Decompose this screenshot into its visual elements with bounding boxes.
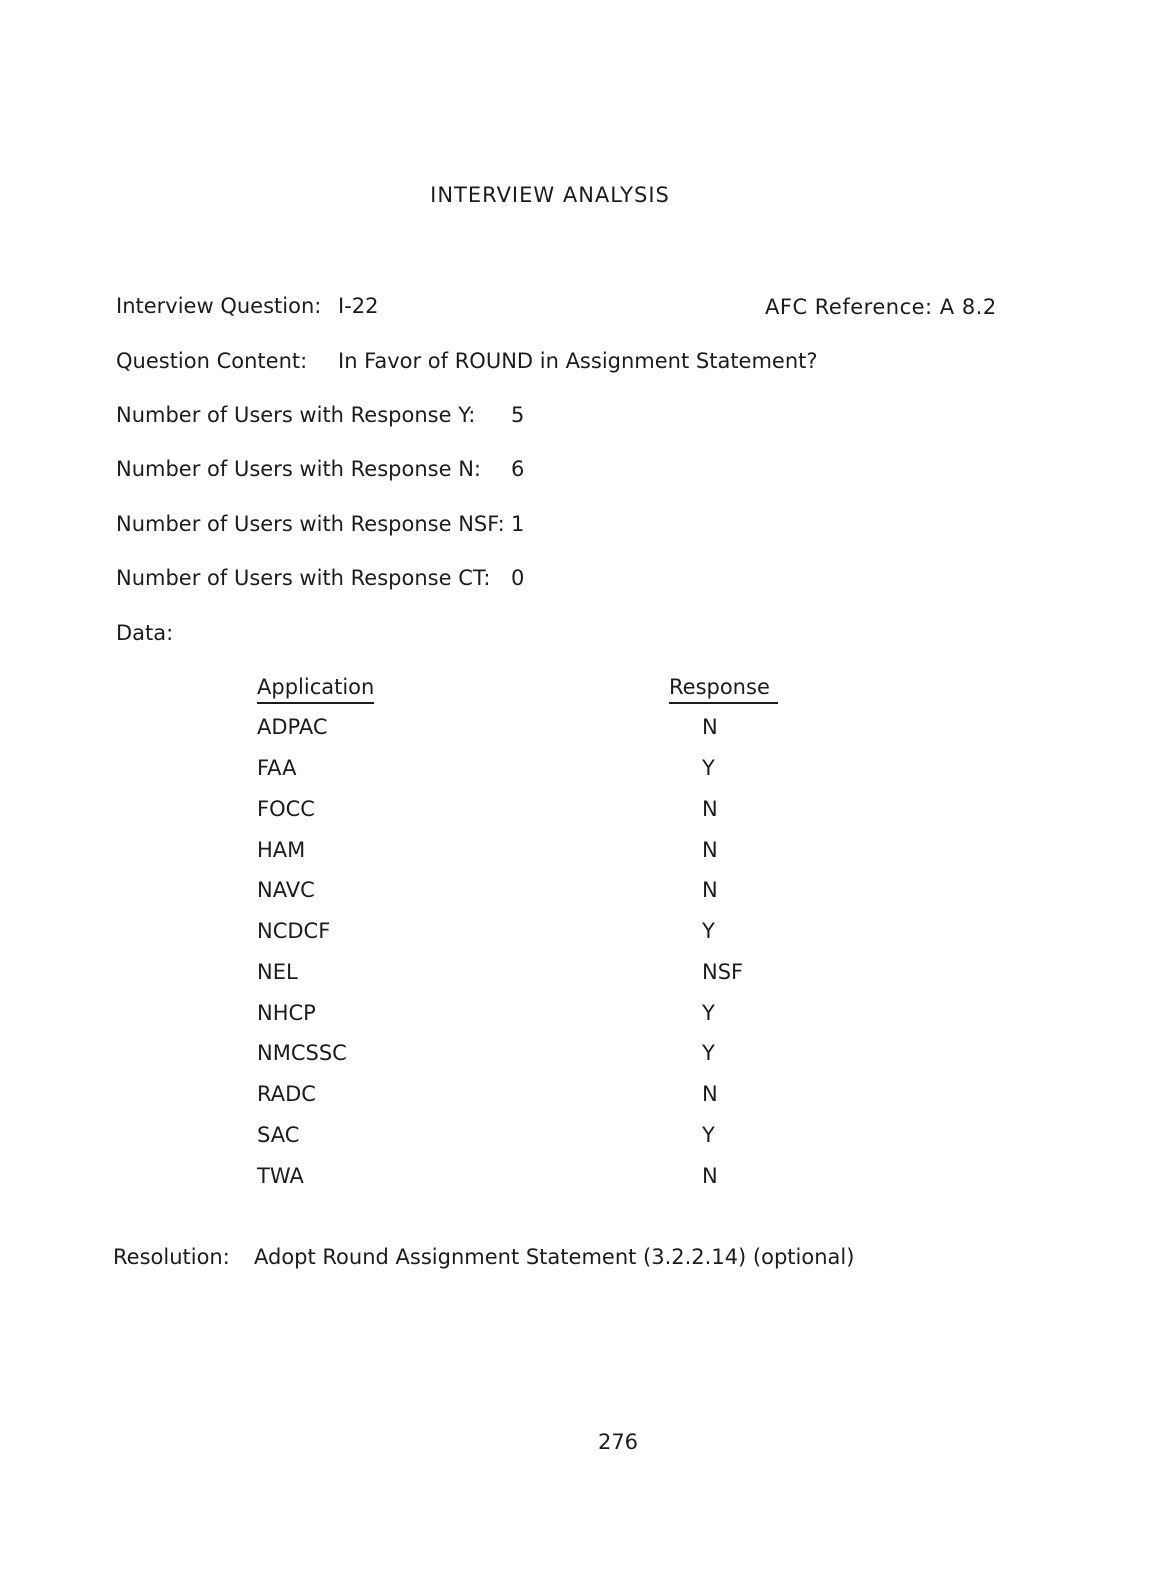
page-title: INTERVIEW ANALYSIS [430,183,670,207]
interview-question-label: Interview Question: [116,294,322,318]
table-row [257,1041,777,1081]
application-cell: FOCC [257,797,315,821]
table-row [257,797,777,837]
count-value: 0 [511,566,525,590]
question-content [116,349,818,373]
resolution [113,1245,855,1269]
table-row [257,960,777,1000]
count-value: 1 [511,512,525,536]
table-row [257,919,777,959]
response-cell: N [702,878,718,902]
afc-reference: AFC Reference: A 8.2 [765,295,997,319]
response-cell: Y [702,1001,715,1025]
table-row [257,838,777,878]
header-response: Response [669,675,778,704]
count-row-ct [116,566,525,590]
table-row [257,756,777,796]
application-cell: FAA [257,756,297,780]
response-cell: N [702,1164,718,1188]
question-content-label: Question Content: [116,349,308,373]
application-cell: HAM [257,838,306,862]
data-label: Data: [116,621,174,645]
count-label: Number of Users with Response Y: [116,403,476,427]
table-row [257,1164,777,1204]
application-cell: NEL [257,960,298,984]
response-cell: NSF [702,960,744,984]
interview-question [116,294,379,318]
application-cell: NAVC [257,878,315,902]
header-application: Application [257,675,374,704]
application-cell: TWA [257,1164,304,1188]
resolution-label: Resolution: [113,1245,230,1269]
table-row [257,1001,777,1041]
response-cell: Y [702,919,715,943]
response-cell: Y [702,756,715,780]
count-row-nsf [116,512,525,536]
count-row-n [116,457,525,481]
table-row [257,1082,777,1122]
count-label: Number of Users with Response CT: [116,566,491,590]
response-cell: N [702,838,718,862]
table-row [257,715,777,755]
response-cell: N [702,1082,718,1106]
count-value: 5 [511,403,525,427]
interview-question-value: I-22 [338,294,379,318]
application-cell: NHCP [257,1001,316,1025]
table-row [257,878,777,918]
application-cell: SAC [257,1123,300,1147]
response-cell: Y [702,1041,715,1065]
count-label: Number of Users with Response N: [116,457,481,481]
question-content-value: In Favor of ROUND in Assignment Statement? [338,349,818,373]
table-row [257,1123,777,1163]
application-cell: NMCSSC [257,1041,347,1065]
response-cell: N [702,715,718,739]
response-cell: N [702,797,718,821]
response-cell: Y [702,1123,715,1147]
count-label: Number of Users with Response NSF: [116,512,505,536]
application-cell: RADC [257,1082,316,1106]
resolution-value: Adopt Round Assignment Statement (3.2.2.14) (optional) [254,1245,855,1269]
page-number: 276 [597,1430,639,1454]
application-cell: ADPAC [257,715,328,739]
count-value: 6 [511,457,525,481]
count-row-y [116,403,525,427]
application-cell: NCDCF [257,919,331,943]
